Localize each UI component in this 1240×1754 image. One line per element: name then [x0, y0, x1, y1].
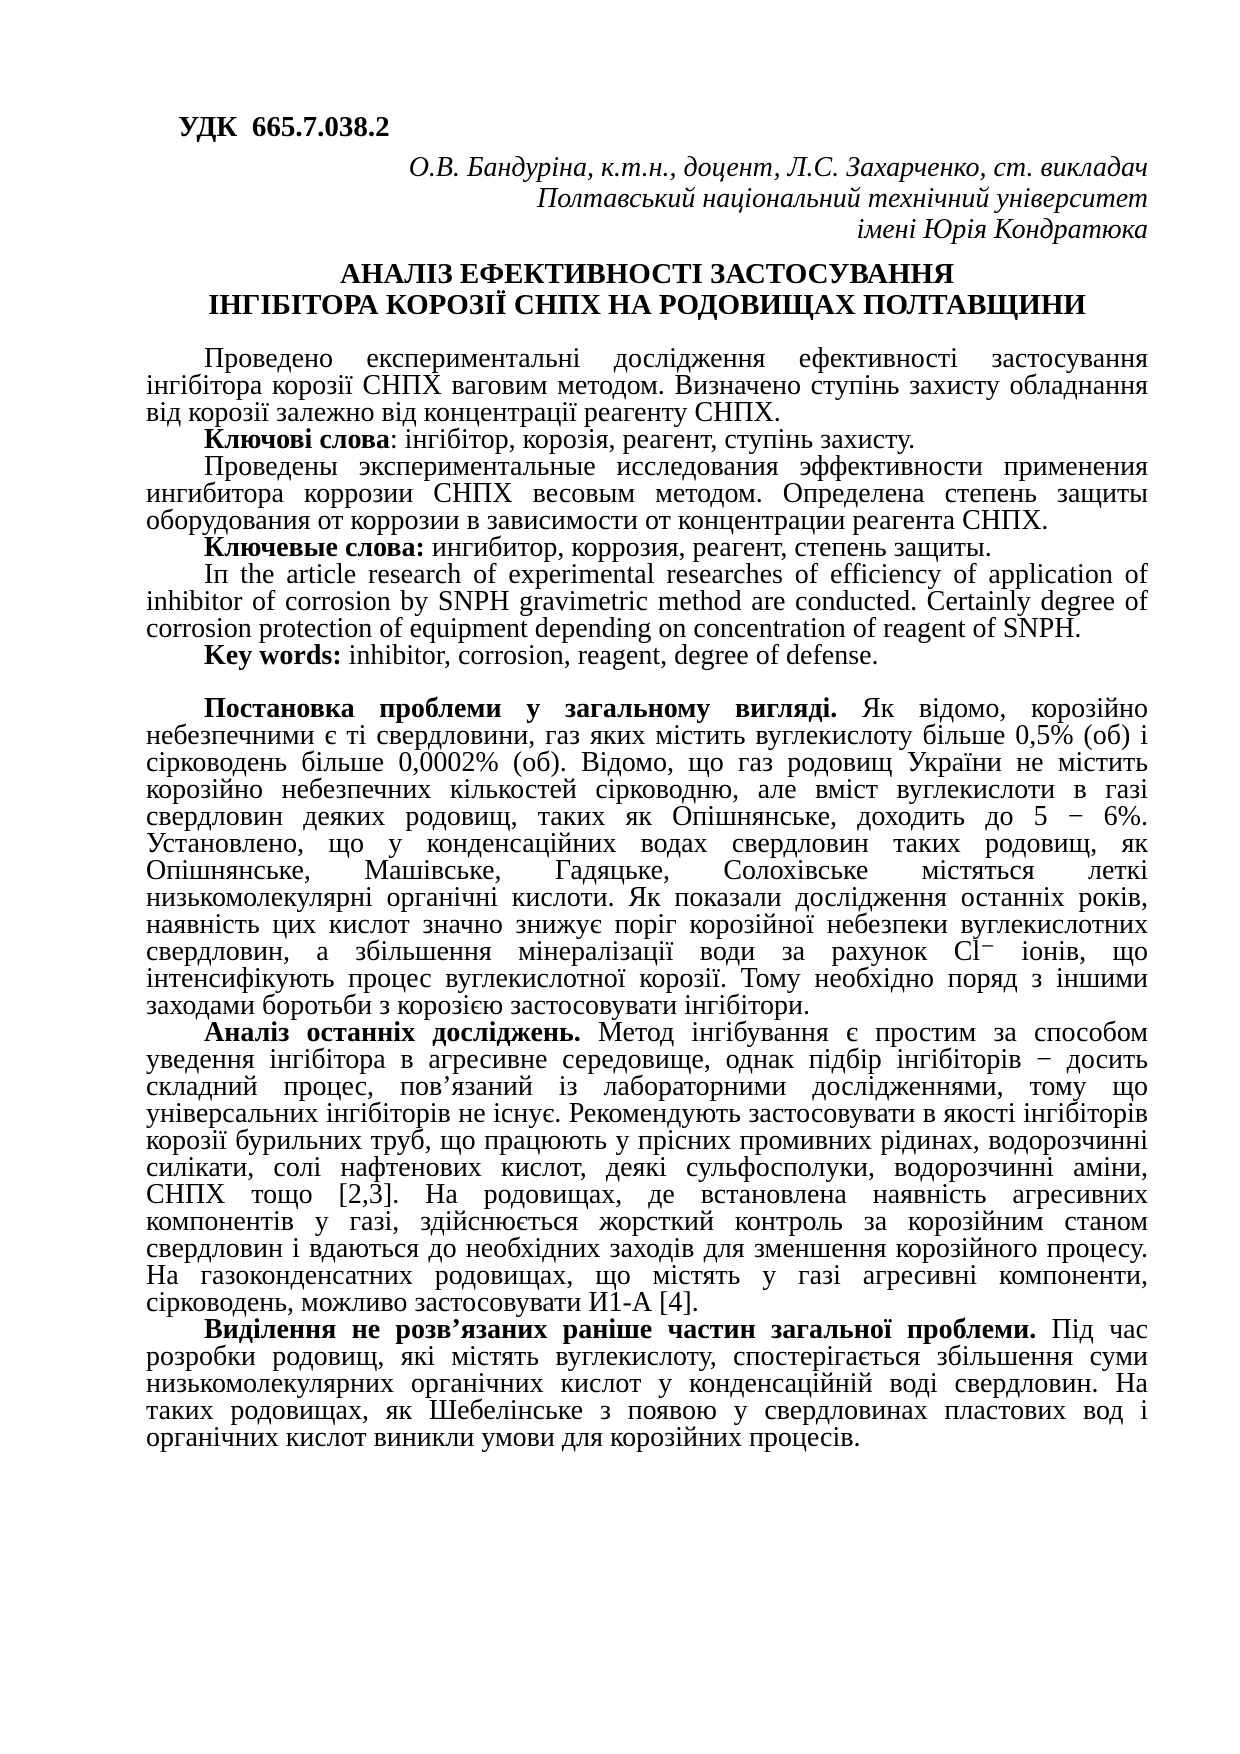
abstract-en [146, 561, 1148, 642]
affiliation-line-2: імені Юрія Кондратюка [856, 214, 1148, 245]
article-title-line-2: ІНГІБІТОРА КОРОЗІЇ СНПХ НА РОДОВИЩАХ ПОЛТАВЩИНИ [208, 289, 1086, 321]
section-recent-research-lead: Аналіз останніх досліджень. [204, 1017, 581, 1048]
keywords-uk-text: : інгібітор, корозія, реагент, ступінь захисту. [389, 424, 916, 455]
keywords-en-text: inhibitor, corrosion, reagent, degree of defense. [341, 640, 879, 671]
udc-code: УДК 665.7.038.2 [178, 111, 390, 143]
article-title [146, 259, 1148, 321]
page-content [146, 0, 1148, 1451]
section-unsolved-parts-text: Під час розробки родовищ, які містять вуглекислоту, спостерігається збільшення суми низькомолекулярних органічних кислот у конденсаційній воді свердловин. На таких родовищах, як Шебелінське з появою у свердловинах пластових вод і органічних кислот виникли умови для корозійних процесів. [146, 1314, 1149, 1453]
section-problem-statement [146, 695, 1148, 1019]
affiliation-line-1: Полтавський національний технічний університет [537, 183, 1148, 214]
section-unsolved-parts-lead: Виділення не розв’язаних раніше частин загальної проблеми. [204, 1314, 1037, 1345]
article-body [146, 695, 1148, 1451]
keywords-uk [146, 426, 1148, 453]
keywords-uk-label: Ключові слова [204, 424, 390, 455]
abstract-ru [146, 453, 1148, 534]
keywords-en-label: Key words: [204, 640, 342, 671]
abstract-block [146, 345, 1148, 669]
section-recent-research-text: Метод інгібування є простим за способом уведення інгібітора в агресивне середовище, однак підбір інгібіторів − досить складний процес, пов’язаний із лабораторними дослідженнями, тому що універсальних інгібіторів не існує. Рекомендують застосовувати в якості інгібіторів корозії бурильних труб, що працюють у прісних промивних рідинах, водорозчинні силікати, солі нафтенових кислот, деякі сульфосполуки, водорозчинні аміни, СНПХ тощо [2,3]. На родовищах, де встановлена наявність агресивних компонентів у газі, здійснюється жорсткий контроль за корозійним станом свердловин і вдаються до необхідних заходів для зменшення корозійного процесу. На газоконденсатних родовищах, що містять у газі агресивні компоненти, сірководень, можливо застосовувати И1-А [4]. [146, 1017, 1148, 1318]
section-problem-statement-text: Як відомо, корозійно небезпечними є ті свердловини, газ яких містить вуглекислоту більше 0,5% (об) і сірководень більше 0,0002% (об). Відомо, що газ родовищ України не містить корозійно небезпечних кількостей сірководню, але вміст вуглекислоти в газі свердловин деяких родовищ, таких як Опішнянське, доходить до 5 − 6%. Установлено, що у конденсаційних водах свердловин таких родовищ, як Опішнянське, Машівське, Гадяцьке, Солохівське містяться леткі низькомолекулярні органічні кислоти. Як показали дослідження останніх років, наявність цих кислот значно знижує поріг корозійної небезпеки вуглекислотних свердловин, а збільшення мінералізації води за рахунок Cl⁻ іонів, що інтенсифікують процес вуглекислотної корозії. Тому необхідно поряд з іншими заходами боротьби з корозією застосовувати інгібітори. [146, 693, 1148, 1021]
keywords-ru [146, 534, 1148, 561]
section-problem-statement-lead: Постановка проблеми у загальному вигляді. [204, 693, 838, 724]
keywords-ru-label: Ключевые слова: [204, 532, 425, 563]
abstract-uk-text: Проведено експериментальні дослідження ефективності застосування інгібітора корозії СНПХ ваговим методом. Визначено ступінь захисту обладнання від корозії залежно від концентрації реагенту СНПХ. [146, 343, 1148, 428]
section-unsolved-parts [146, 1316, 1148, 1451]
abstract-uk [146, 345, 1148, 426]
author-line: О.В. Бандуріна, к.т.н., доцент, Л.С. Захарченко, ст. викладач [408, 152, 1148, 183]
abstract-ru-text: Проведены экспериментальные исследования эффективности применения ингибитора коррозии СНПХ весовым методом. Определена степень защиты оборудования от коррозии в зависимости от концентрации реагента СНПХ. [146, 451, 1148, 536]
article-title-line-1: АНАЛІЗ ЕФЕКТИВНОСТІ ЗАСТОСУВАННЯ [339, 258, 955, 290]
author-block [146, 152, 1148, 245]
abstract-en-text: Iп the article research of experimental researches of efficiency of application of inhibitor of corrosion by SNPH gravimetric method are conducted. Certainly degree of corrosion protection of equipment depending on concentration of reagent of SNPH. [146, 559, 1148, 644]
keywords-ru-text: ингибитор, коррозия, реагент, степень защиты. [424, 532, 992, 563]
section-recent-research [146, 1019, 1148, 1316]
keywords-en [146, 642, 1148, 669]
